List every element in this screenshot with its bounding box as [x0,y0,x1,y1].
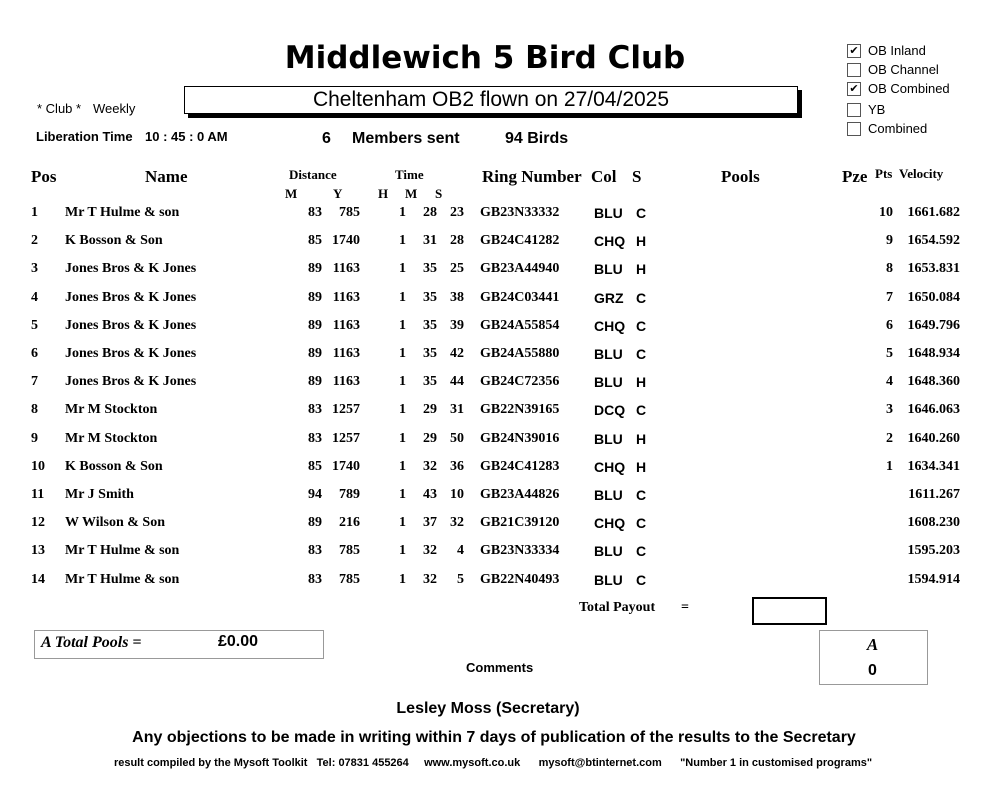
cell-ring: GB23A44940 [480,261,560,277]
cell-time-m: 29 [423,402,437,418]
cell-dist-yards: 785 [339,571,360,587]
option-0[interactable] [847,43,926,58]
cell-dist-miles: 83 [308,571,322,587]
cell-name: Jones Bros & K Jones [65,289,197,305]
table-row [0,459,992,487]
cell-colour: BLU [594,430,623,447]
cell-time-m: 35 [423,317,437,333]
cell-velocity: 1661.682 [907,205,960,220]
cell-sex: H [636,430,647,447]
club-label: * Club * [37,101,82,116]
cell-pos: 5 [31,317,38,333]
cell-time-m: 37 [423,515,437,531]
cell-dist-miles: 83 [308,402,322,418]
cell-name: Mr M Stockton [65,402,158,418]
cell-colour: DCQ [594,402,626,419]
cell-pts: 7 [886,289,893,305]
cell-time-h: 1 [399,543,406,559]
total-payout-box [752,597,827,625]
cell-pts: 8 [886,261,893,277]
cell-sex: C [636,402,647,419]
cell-colour: CHQ [594,233,626,250]
cell-name: Mr T Hulme & son [65,205,180,220]
col-name: Name [145,167,188,186]
cell-time-m: 32 [423,543,437,559]
cell-time-h: 1 [399,261,406,277]
table-row [0,543,992,571]
cell-time-s: 36 [450,458,464,474]
cell-pos: 13 [31,543,45,559]
total-pools-label: A Total Pools = [41,634,142,651]
table-row [0,205,992,233]
total-payout-eq: = [681,600,689,615]
col-time-s: S [435,186,443,201]
members-count: 6 [322,130,331,147]
cell-time-h: 1 [399,289,406,305]
col-time-m: M [405,186,418,201]
cell-time-h: 1 [399,317,406,333]
col-colour: Col [591,167,617,186]
cell-ring: GB24A55854 [480,317,560,333]
cell-dist-yards: 1163 [332,317,360,333]
checkbox-checked-icon[interactable]: ✔ [847,82,861,96]
cell-time-s: 38 [450,289,464,305]
birds-label: 94 Birds [505,130,569,147]
cell-dist-miles: 89 [308,515,322,531]
cell-dist-miles: 89 [308,289,322,305]
cell-time-h: 1 [399,402,406,418]
cell-time-s: 25 [450,261,464,277]
cell-name: Mr T Hulme & son [65,543,180,559]
cell-time-h: 1 [399,515,406,531]
cell-name: Mr T Hulme & son [65,571,180,587]
race-banner: Cheltenham OB2 flown on 27/04/2025 [184,86,798,114]
cell-name: Jones Bros & K Jones [65,317,197,333]
cell-dist-yards: 1163 [332,261,360,277]
cell-dist-miles: 89 [308,261,322,277]
cell-pos: 8 [31,402,38,418]
cell-time-m: 31 [423,233,437,249]
cell-time-h: 1 [399,571,406,587]
cell-sex: C [636,205,647,221]
cell-pos: 11 [31,487,45,502]
cell-time-m: 35 [423,289,437,305]
table-row [0,515,992,543]
cell-ring: GB23N33332 [480,205,560,220]
col-pts: Pts [875,166,893,181]
cell-sex: C [636,571,647,588]
cell-dist-miles: 89 [308,317,322,333]
cell-time-m: 43 [423,487,437,502]
cell-dist-miles: 85 [308,458,322,474]
cell-ring: GB24C41282 [480,233,560,249]
cell-velocity: 1649.796 [907,317,960,333]
pool-a-label: A [866,635,879,654]
cell-sex: C [636,346,647,362]
cell-name: K Bosson & Son [65,458,163,474]
cell-time-h: 1 [399,487,406,502]
cell-name: Mr M Stockton [65,430,158,446]
cell-pts: 9 [886,233,893,249]
col-pos: Pos [31,167,57,186]
cell-pos: 9 [31,430,38,446]
cell-pos: 12 [31,515,45,531]
cell-pts: 10 [879,205,893,220]
cell-colour: GRZ [594,289,624,306]
cell-velocity: 1634.341 [907,458,960,474]
col-sex: S [632,167,642,186]
cell-time-s: 42 [450,346,464,361]
cell-time-s: 5 [457,571,464,587]
cell-time-m: 28 [423,205,437,220]
cell-ring: GB24A55880 [480,346,560,361]
cell-velocity: 1650.084 [907,289,960,305]
cell-colour: BLU [594,374,623,391]
table-row [0,233,992,261]
cell-name: Jones Bros & K Jones [65,346,197,361]
cell-time-s: 39 [450,317,464,333]
cell-sex: C [636,317,647,334]
cell-time-s: 44 [450,374,464,390]
cell-time-s: 28 [450,233,464,249]
cell-time-h: 1 [399,430,406,446]
checkbox-empty-icon[interactable] [847,122,861,136]
table-row [0,318,992,346]
cell-dist-yards: 1163 [332,289,360,305]
option-label: OB Channel [868,62,939,77]
cell-pts: 3 [886,402,893,418]
table-row [0,261,992,289]
cell-dist-yards: 789 [339,487,360,502]
cell-time-h: 1 [399,233,406,249]
cell-dist-miles: 89 [308,374,322,390]
cell-pos: 14 [31,571,45,587]
cell-sex: C [636,289,647,306]
cell-pts: 2 [886,430,893,446]
cell-pts: 5 [886,346,893,361]
cell-dist-yards: 1163 [332,346,360,361]
checkbox-empty-icon[interactable] [847,103,861,117]
cell-dist-yards: 1740 [332,458,360,474]
cell-colour: BLU [594,571,623,588]
table-row [0,290,992,318]
cell-ring: GB23N33334 [480,543,560,559]
cell-colour: CHQ [594,458,626,475]
col-velocity: Velocity [899,166,944,181]
col-time-h: H [378,186,389,201]
cell-dist-miles: 83 [308,205,322,220]
cell-time-m: 32 [423,458,437,474]
cell-time-m: 35 [423,346,437,361]
cell-velocity: 1608.230 [907,515,960,531]
cell-colour: BLU [594,261,623,278]
cell-dist-yards: 785 [339,205,360,220]
cell-velocity: 1648.934 [907,346,960,361]
option-2[interactable] [847,81,950,96]
cell-dist-yards: 1740 [332,233,360,249]
cell-ring: GB24C03441 [480,289,560,305]
cell-dist-yards: 785 [339,543,360,559]
club-title: Middlewich 5 Bird Club [284,40,686,76]
members-label: Members sent [352,130,460,147]
compiled-by-line: result compiled by the Mysoft Toolkit Tel: 07831 455264 www.mysoft.co.uk mysoft@btinternet.com "Number 1 in customised programs" [113,757,873,769]
total-payout-label: Total Payout [579,600,656,615]
cell-dist-miles: 85 [308,233,322,249]
cell-pos: 1 [31,205,38,220]
cell-pos: 6 [31,346,38,361]
cell-dist-yards: 1257 [332,402,360,418]
liberation-time: 10 : 45 : 0 AM [145,129,228,144]
cell-time-s: 31 [450,402,464,418]
weekly-label: Weekly [93,101,136,116]
cell-ring: GB21C39120 [480,515,560,531]
col-ring: Ring Number [482,167,582,186]
cell-time-h: 1 [399,346,406,361]
cell-pos: 10 [31,458,45,474]
cell-pts: 4 [886,374,893,390]
pool-a-value: 0 [868,662,877,679]
cell-ring: GB24C41283 [480,458,560,474]
checkbox-checked-icon[interactable]: ✔ [847,44,861,58]
cell-velocity: 1648.360 [907,374,960,390]
cell-time-s: 4 [457,543,464,559]
objections-notice: Any objections to be made in writing within 7 days of publication of the results to the Secretary [132,729,856,746]
total-pools-value: £0.00 [218,633,259,650]
option-label: YB [868,102,886,117]
cell-ring: GB24C72356 [480,374,560,390]
table-row [0,431,992,459]
cell-velocity: 1646.063 [907,402,960,418]
cell-dist-miles: 94 [308,487,322,502]
cell-time-h: 1 [399,374,406,390]
cell-dist-miles: 89 [308,346,322,361]
option-3[interactable] [847,102,885,117]
cell-sex: H [636,233,647,250]
cell-colour: CHQ [594,317,626,334]
cell-time-s: 32 [450,515,464,531]
option-label: Combined [868,121,928,136]
table-row [0,487,992,515]
table-row [0,346,992,374]
cell-name: Jones Bros & K Jones [65,374,197,390]
cell-colour: BLU [594,487,623,503]
option-4[interactable] [847,121,927,136]
cell-time-m: 35 [423,261,437,277]
option-label: OB Combined [868,81,950,96]
option-label: OB Inland [868,43,926,58]
cell-ring: GB22N40493 [480,571,560,587]
cell-ring: GB23A44826 [480,487,560,502]
cell-velocity: 1595.203 [907,543,960,559]
cell-time-h: 1 [399,458,406,474]
col-time: Time [395,167,424,182]
col-pools: Pools [721,167,760,186]
col-dist-m: M [285,186,298,201]
cell-time-m: 35 [423,374,437,390]
cell-sex: H [636,458,647,475]
cell-velocity: 1654.592 [907,233,960,249]
cell-pos: 4 [31,289,38,305]
cell-dist-miles: 83 [308,543,322,559]
checkbox-empty-icon[interactable] [847,63,861,77]
cell-name: K Bosson & Son [65,233,163,249]
cell-pos: 2 [31,233,38,249]
cell-sex: H [636,374,647,391]
cell-sex: C [636,515,647,532]
cell-time-s: 10 [450,487,464,502]
cell-time-m: 32 [423,571,437,587]
cell-time-m: 29 [423,430,437,446]
col-distance: Distance [289,167,337,182]
cell-time-h: 1 [399,205,406,220]
comments-label: Comments [466,660,534,675]
table-row [0,374,992,402]
cell-name: W Wilson & Son [65,515,165,531]
liberation-label: Liberation Time [36,129,133,144]
cell-velocity: 1653.831 [907,261,960,277]
cell-colour: BLU [594,346,623,362]
cell-time-s: 50 [450,430,464,446]
cell-pts: 6 [886,317,893,333]
cell-name: Mr J Smith [65,487,134,502]
table-row [0,402,992,430]
cell-colour: BLU [594,205,623,221]
cell-pos: 7 [31,374,38,390]
col-pze: Pze [842,167,868,186]
cell-dist-yards: 216 [339,515,360,531]
table-row [0,572,992,600]
cell-sex: C [636,543,647,560]
cell-dist-yards: 1163 [332,374,360,390]
cell-sex: H [636,261,647,278]
cell-colour: BLU [594,543,623,560]
cell-velocity: 1640.260 [907,430,960,446]
cell-colour: CHQ [594,515,626,532]
cell-dist-miles: 83 [308,430,322,446]
cell-pts: 1 [886,458,893,474]
cell-ring: GB24N39016 [480,430,560,446]
cell-velocity: 1611.267 [908,487,960,502]
option-1[interactable] [847,62,939,77]
cell-time-s: 23 [450,205,464,220]
col-dist-y: Y [333,186,343,201]
secretary-line: Lesley Moss (Secretary) [396,700,580,717]
cell-velocity: 1594.914 [907,571,960,587]
cell-pos: 3 [31,261,38,277]
cell-name: Jones Bros & K Jones [65,261,197,277]
cell-ring: GB22N39165 [480,402,560,418]
cell-dist-yards: 1257 [332,430,360,446]
cell-sex: C [636,487,647,503]
